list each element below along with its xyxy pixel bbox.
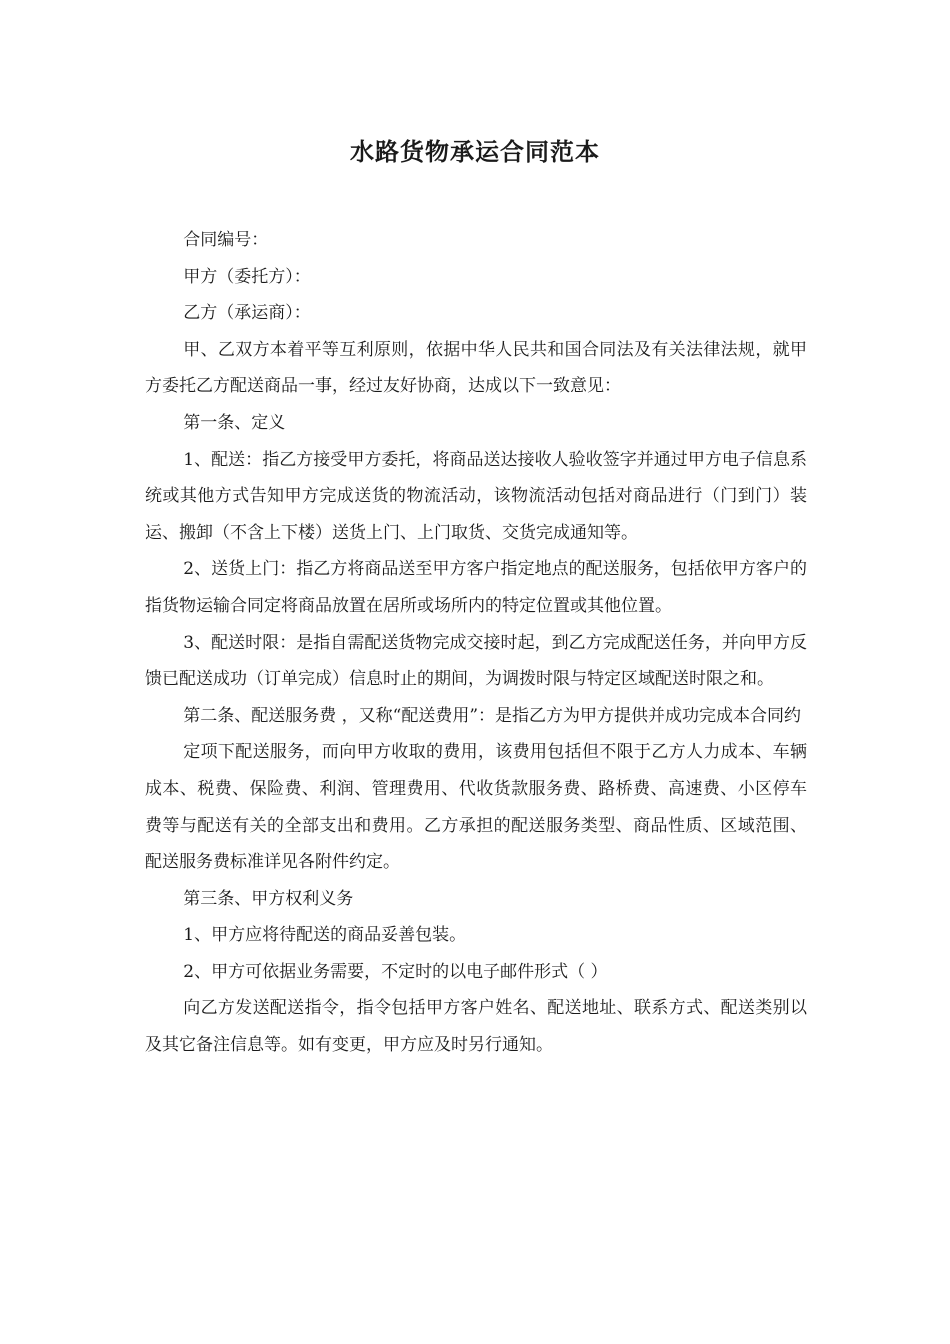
definition-delivery-time-limit: 3、配送时限：是指自需配送货物完成交接时起，到乙方完成配送任务，并向甲方反馈已配送成功（订单完成）信息时止的期间，为调拨时限与特定区域配送时限之和。 <box>145 632 807 690</box>
definition-delivery: 1、配送：指乙方接受甲方委托，将商品送达接收人验收签字并通过甲方电子信息系统或其他方式告知甲方完成送货的物流活动，该物流活动包括对商品进行（门到门）装运、搬卸（不含上下楼）送货上门、上门取货、交货完成通知等。 <box>145 449 807 543</box>
article-3-item-2: 2、甲方可依据业务需要，不定时的以电子邮件形式（ ） <box>183 961 608 982</box>
preamble-paragraph: 甲、乙双方本着平等互利原则，依据中华人民共和国合同法及有关法律法规，就甲方委托乙方配送商品一事，经过友好协商，达成以下一致意见： <box>145 339 807 397</box>
document-title: 水路货物承运合同范本 <box>350 137 600 166</box>
definition-door-delivery: 2、送货上门：指乙方将商品送至甲方客户指定地点的配送服务，包括依甲方客户的指货物运输合同定将商品放置在居所或场所内的特定位置或其他位置。 <box>145 559 807 616</box>
party-a-line: 甲方（委托方）： <box>183 266 311 287</box>
article-1-heading: 第一条、定义 <box>183 412 286 433</box>
article-2-body: 定项下配送服务，而向甲方收取的费用，该费用包括但不限于乙方人力成本、车辆成本、税费、保险费、利润、管理费用、代收货款服务费、路桥费、高速费、小区停车费等与配送有关的全部支出和费用。乙方承担的配送服务类型、商品性质、区域范围、配送服务费标准详见各附件约定。 <box>145 742 807 873</box>
party-b-line: 乙方（承运商）： <box>183 303 311 324</box>
article-2-heading: 第二条、配送服务费 ，又称“配送费用”：是指乙方为甲方提供并成功完成本合同约 <box>183 705 802 726</box>
article-3-item-1: 1、甲方应将待配送的商品妥善包装。 <box>183 925 467 946</box>
contract-number-line: 合同编号： <box>183 230 269 250</box>
article-3-item-2-continued: 向乙方发送配送指令，指令包括甲方客户姓名、配送地址、联系方式、配送类别以及其它备注信息等。如有变更，甲方应及时另行通知。 <box>145 998 807 1056</box>
article-3-heading: 第三条、甲方权利义务 <box>183 888 354 909</box>
document-body <box>145 222 807 1064</box>
